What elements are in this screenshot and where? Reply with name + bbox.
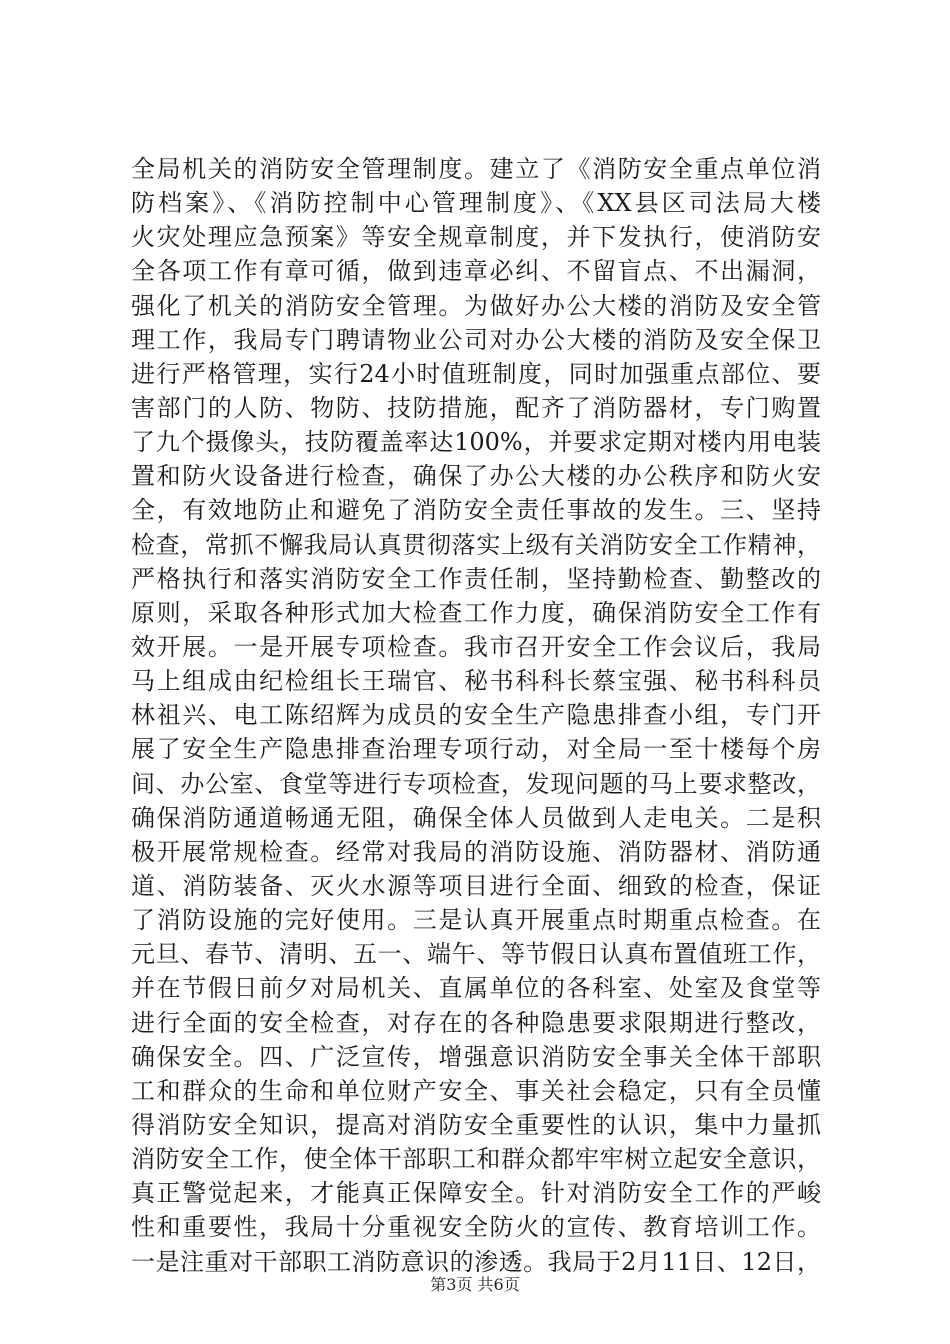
text-line: 一是注重对干部职工消防意识的渗透。我局于2月11日、12日， bbox=[131, 1247, 821, 1276]
text-line: 置和防火设备进行检查，确保了办公大楼的办公秩序和防火安 bbox=[131, 462, 821, 491]
body-text bbox=[131, 152, 821, 1279]
text-line: 原则，采取各种形式加大检查工作力度，确保消防安全工作有 bbox=[131, 598, 821, 627]
text-line: 了九个摄像头，技防覆盖率达100%，并要求定期对楼内用电装 bbox=[131, 428, 821, 457]
text-line: 消防安全工作，使全体干部职工和群众都牢牢树立起安全意识， bbox=[131, 1145, 821, 1174]
text-line: 检查，常抓不懈我局认真贯彻落实上级有关消防安全工作精神， bbox=[131, 530, 821, 559]
text-line: 全各项工作有章可循，做到违章必纠、不留盲点、不出漏洞， bbox=[131, 257, 821, 286]
text-line: 林祖兴、电工陈绍辉为成员的安全生产隐患排查小组，专门开 bbox=[131, 701, 821, 730]
text-line: 进行严格管理，实行24小时值班制度，同时加强重点部位、要 bbox=[131, 359, 821, 388]
text-line: 真正警觉起来，才能真正保障安全。针对消防安全工作的严峻 bbox=[131, 1179, 821, 1208]
page-footer: 第3页 共6页 bbox=[430, 1275, 520, 1294]
text-line: 元旦、春节、清明、五一、端午、等节假日认真布置值班工作， bbox=[131, 940, 821, 969]
text-line: 全局机关的消防安全管理制度。建立了《消防安全重点单位消 bbox=[131, 155, 821, 183]
text-line: 道、消防装备、灭火水源等项目进行全面、细致的检查，保证 bbox=[131, 871, 821, 900]
text-line: 效开展。一是开展专项检查。我市召开安全工作会议后，我局 bbox=[131, 632, 821, 661]
text-line: 确保安全。四、广泛宣传，增强意识消防安全事关全体干部职 bbox=[131, 1042, 821, 1071]
text-line: 全，有效地防止和避免了消防安全责任事故的发生。三、坚持 bbox=[131, 496, 821, 525]
text-line: 进行全面的安全检查，对存在的各种隐患要求限期进行整改， bbox=[131, 1008, 821, 1037]
text-line: 确保消防通道畅通无阻，确保全体人员做到人走电关。二是积 bbox=[131, 803, 821, 832]
text-line: 展了安全生产隐患排查治理专项行动，对全局一至十楼每个房 bbox=[131, 735, 821, 764]
text-line: 害部门的人防、物防、技防措施，配齐了消防器材，专门购置 bbox=[131, 393, 821, 422]
text-line: 了消防设施的完好使用。三是认真开展重点时期重点检查。在 bbox=[131, 906, 821, 935]
text-line: 间、办公室、食堂等进行专项检查，发现问题的马上要求整改， bbox=[131, 769, 821, 798]
text-line: 严格执行和落实消防安全工作责任制，坚持勤检查、勤整改的 bbox=[131, 564, 821, 593]
text-line: 性和重要性，我局十分重视安全防火的宣传、教育培训工作。 bbox=[131, 1213, 821, 1242]
text-line: 理工作，我局专门聘请物业公司对办公大楼的消防及安全保卫 bbox=[131, 325, 821, 354]
text-line: 火灾处理应急预案》等安全规章制度，并下发执行，使消防安 bbox=[131, 223, 821, 252]
text-line: 极开展常规检查。经常对我局的消防设施、消防器材、消防通 bbox=[131, 837, 821, 866]
text-line: 并在节假日前夕对局机关、直属单位的各科室、处室及食堂等 bbox=[131, 974, 821, 1003]
text-line: 马上组成由纪检组长王瑞官、秘书科科长蔡宝强、秘书科科员 bbox=[131, 667, 821, 696]
text-line: 得消防安全知识，提高对消防安全重要性的认识，集中力量抓 bbox=[131, 1110, 821, 1139]
text-line: 强化了机关的消防安全管理。为做好办公大楼的消防及安全管 bbox=[131, 291, 821, 320]
text-line: 工和群众的生命和单位财产安全、事关社会稳定，只有全员懂 bbox=[131, 1076, 821, 1105]
text-line: 防档案》、《消防控制中心管理制度》、《XX县区司法局大楼 bbox=[131, 189, 821, 218]
